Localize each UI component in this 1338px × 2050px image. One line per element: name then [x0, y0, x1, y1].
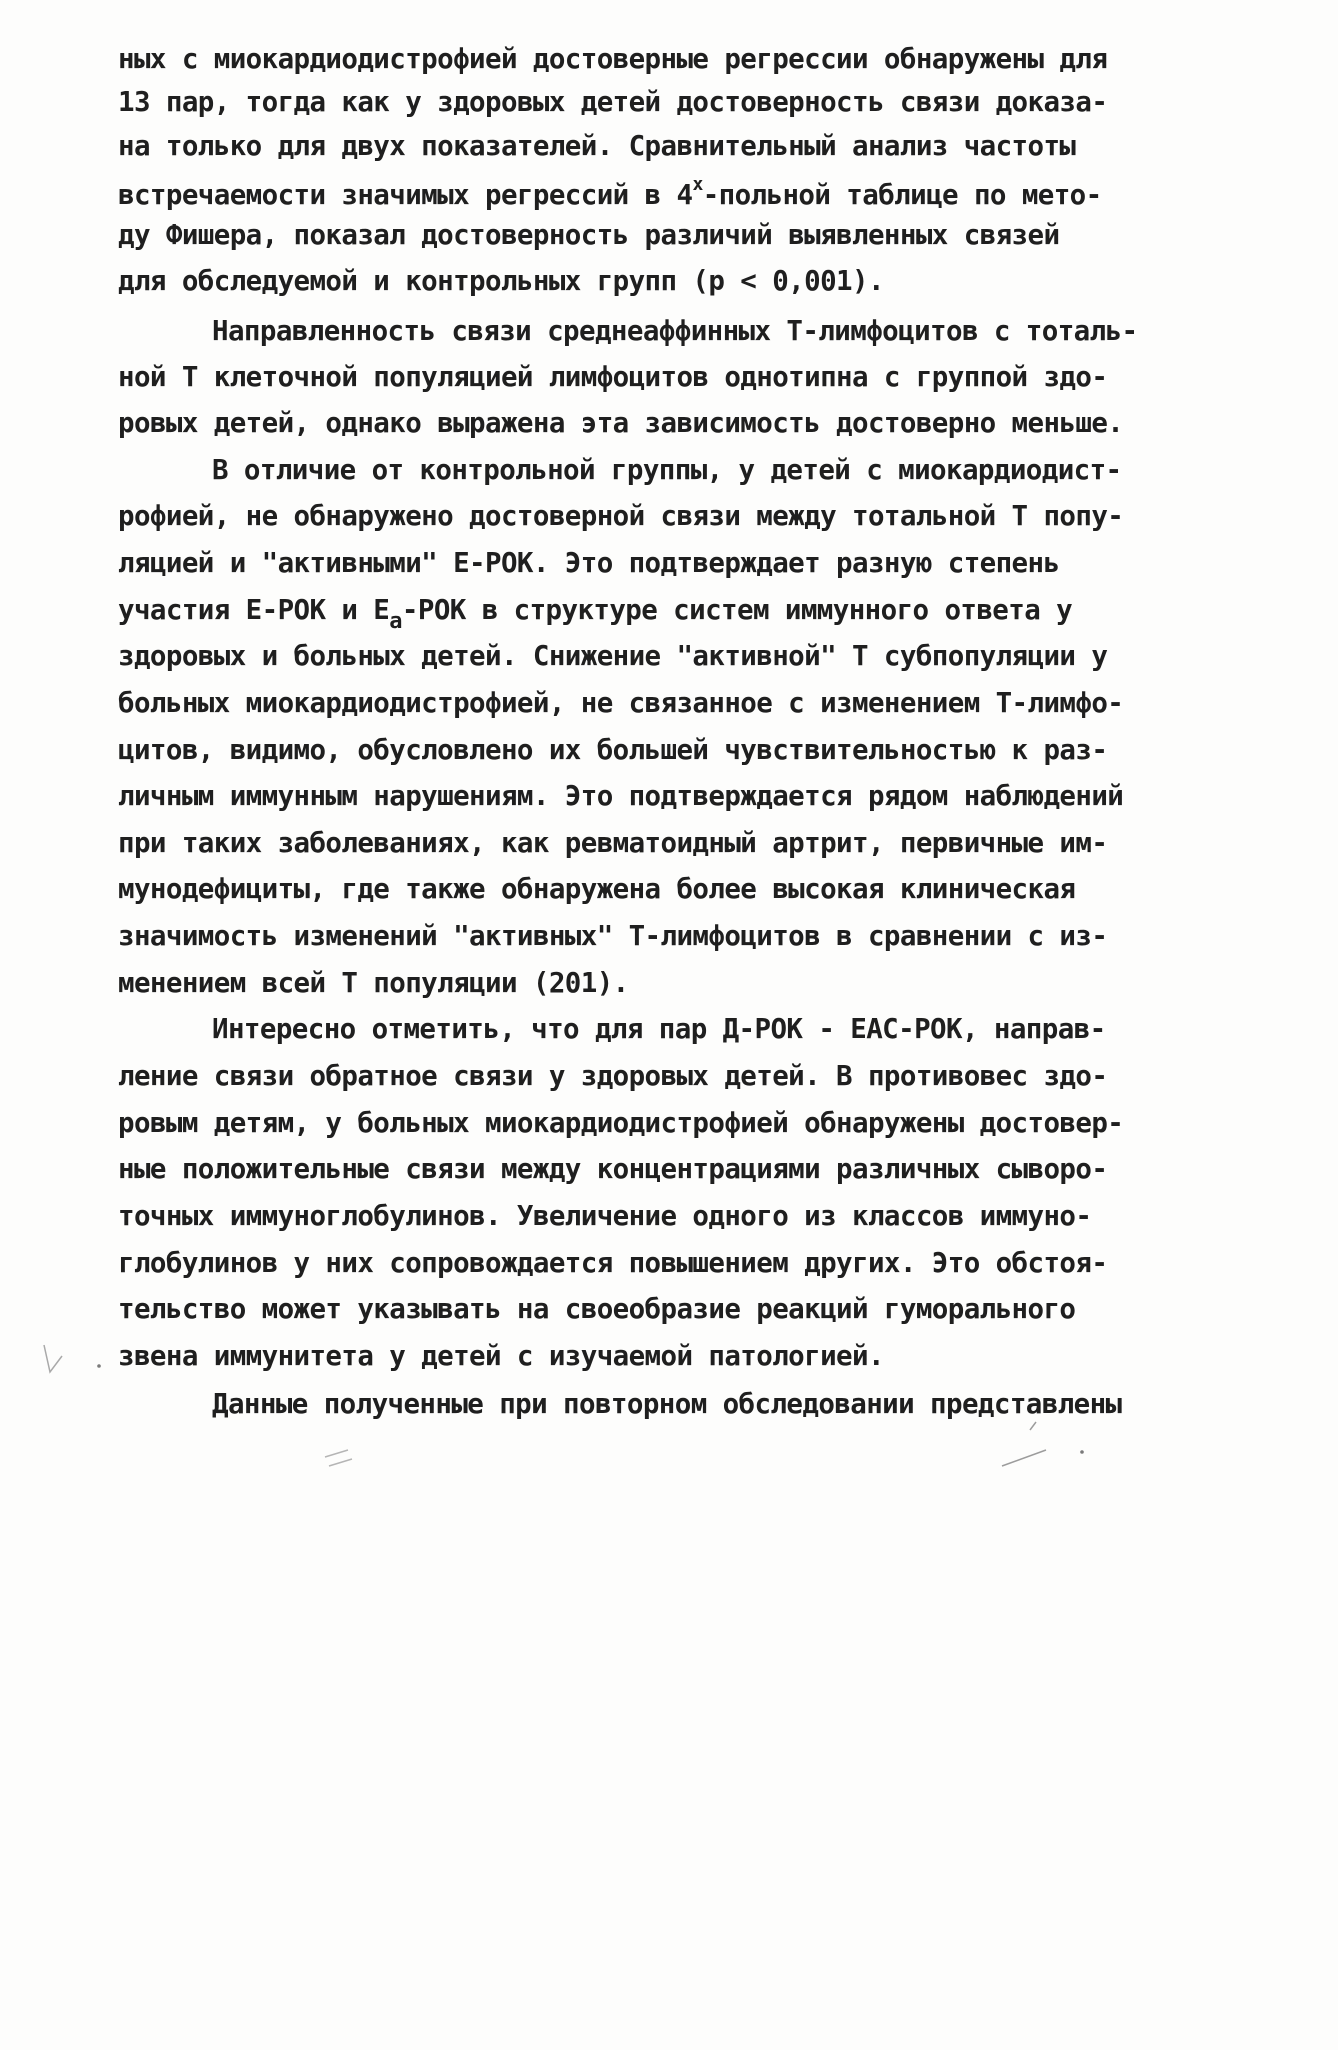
text-line-5: ду Фишера, показал достоверность различий выявленных связей: [118, 219, 1060, 251]
dash-pencil-mark: [1002, 1450, 1046, 1466]
dot-mark: [97, 1364, 101, 1368]
text-line-2: 13 пар, тогда как у здоровых детей достоверность связи доказа-: [118, 86, 1108, 118]
margin-pencil-mark: [44, 1345, 62, 1372]
text-line-26: точных иммуноглобулинов. Увеличение одного из классов иммуно-: [118, 1200, 1092, 1232]
text-line-4-end: -польной таблице по мето-: [702, 179, 1102, 211]
text-line-10: В отличие от контрольной группы, у детей с миокардиодист-: [212, 454, 1122, 486]
text-line-24: ровым детям, у больных миокардиодистрофией обнаружены достовер-: [118, 1107, 1124, 1139]
text-line-13-end: -РОК в структуре систем иммунного ответа у: [401, 594, 1073, 626]
text-line-6: для обследуемой и контрольных групп (p < 0,001).: [118, 265, 884, 297]
text-line-28: тельство может указывать на своеобразие реакций гуморального: [118, 1293, 1076, 1325]
text-line-9: ровых детей, однако выражена эта зависимость достоверно меньше.: [118, 407, 1124, 439]
text-line-19: мунодефициты, где также обнаружена более высокая клиническая: [118, 873, 1076, 905]
superscript-x: х: [692, 174, 703, 195]
text-line-30: Данные полученные при повторном обследовании представлены: [212, 1388, 1122, 1420]
text-line-4-start: встречаемости значимых регрессий в 4: [118, 179, 693, 211]
text-line-11: рофией, не обнаружено достоверной связи между тотальной Т попу-: [118, 500, 1124, 532]
text-line-21: менением всей Т популяции (201).: [118, 967, 629, 999]
text-line-15: больных миокардиодистрофией, не связанное с изменением Т-лимфо-: [118, 687, 1124, 719]
text-line-14: здоровых и больных детей. Снижение "активной" Т субпопуляции у: [118, 640, 1108, 672]
text-line-20: значимость изменений "активных" Т-лимфоцитов в сравнении с из-: [118, 920, 1108, 952]
text-line-8: ной Т клеточной популяцией лимфоцитов однотипна с группой здо-: [118, 361, 1108, 393]
text-line-23: ление связи обратное связи у здоровых детей. В противовес здо-: [118, 1060, 1108, 1092]
dot-mark: [1080, 1450, 1084, 1454]
text-line-7: Направленность связи среднеаффинных Т-лимфоцитов с тоталь-: [212, 315, 1138, 347]
text-line-13-start: участия Е-РОК и Е: [118, 594, 390, 626]
text-line-18: при таких заболеваниях, как ревматоидный артрит, первичные им-: [118, 827, 1108, 859]
text-line-22: Интересно отметить, что для пар Д-РОК - ЕАС-РОК, направ-: [212, 1013, 1106, 1045]
text-line-16: цитов, видимо, обусловлено их большей чувствительностью к раз-: [118, 734, 1108, 766]
text-line-29: звена иммунитета у детей с изучаемой патологией.: [118, 1340, 884, 1372]
text-line-25: ные положительные связи между концентрациями различных сыворо-: [118, 1153, 1108, 1185]
subscript-a: а: [389, 609, 402, 634]
text-line-27: глобулинов у них сопровождается повышением других. Это обстоя-: [118, 1247, 1108, 1279]
text-line-12: ляцией и "активными" Е-РОК. Это подтверждает разную степень: [118, 547, 1060, 579]
small-pencil-tick: [1030, 1422, 1036, 1430]
text-line-3: на только для двух показателей. Сравнительный анализ частоты: [118, 130, 1076, 162]
text-line-17: личным иммунным нарушениям. Это подтверждается рядом наблюдений: [118, 780, 1124, 812]
text-line-1: ных с миокардиодистрофией достоверные регрессии обнаружены для: [118, 43, 1108, 75]
equals-pencil-mark: [325, 1450, 352, 1466]
